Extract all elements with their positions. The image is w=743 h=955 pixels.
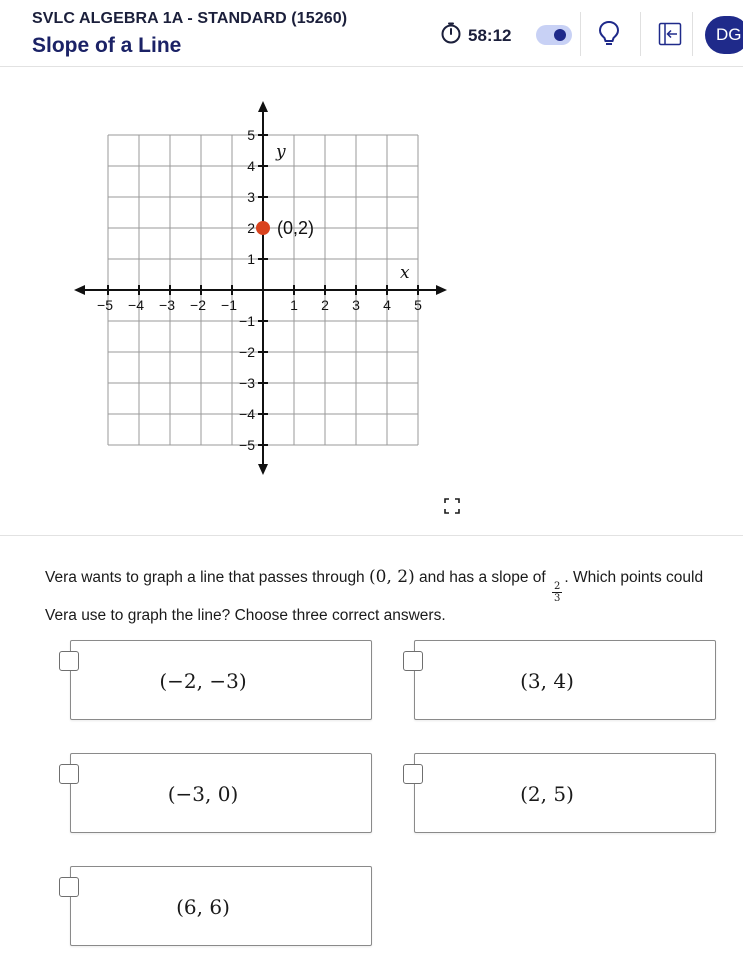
question-text-before: Vera wants to graph a line that passes through (45, 569, 369, 586)
divider (692, 12, 693, 56)
plotted-point (256, 221, 270, 235)
divider (580, 12, 581, 56)
timer[interactable] (440, 22, 511, 49)
x-tick-label: −3 (159, 297, 175, 313)
exit-icon (658, 33, 682, 50)
y-tick-label: 3 (247, 189, 255, 205)
x-tick-label: 4 (383, 297, 391, 313)
question-point: (0, 2) (369, 567, 415, 587)
slope-fraction (552, 581, 562, 604)
slope-denominator: 3 (554, 593, 561, 604)
y-tick-label: −4 (239, 406, 255, 422)
answer-choice[interactable] (414, 640, 716, 720)
choice-label: (2, 5) (520, 782, 574, 806)
choice-label: (6, 6) (176, 895, 230, 919)
choice-label: (3, 4) (520, 669, 574, 693)
graph-svg (70, 95, 460, 490)
point-label: (0,2) (277, 218, 315, 238)
question-text-after: . Which points could Vera use to graph the line? Choose three correct answers. (45, 569, 704, 624)
checkbox[interactable] (59, 651, 79, 671)
answer-choice[interactable] (70, 640, 372, 720)
choice-label: (−3, 0) (167, 782, 239, 806)
x-tick-label: −5 (97, 297, 113, 313)
y-tick-label: −1 (239, 313, 255, 329)
y-axis-arrow-up (258, 101, 268, 112)
coordinate-graph (70, 95, 460, 495)
top-bar (0, 0, 743, 67)
timer-toggle[interactable] (536, 25, 572, 45)
avatar[interactable]: DG (705, 16, 743, 54)
x-tick-label: −2 (190, 297, 206, 313)
checkbox[interactable] (403, 651, 423, 671)
x-tick-label: 3 (352, 297, 360, 313)
y-tick-label: −5 (239, 437, 255, 453)
checkbox[interactable] (403, 764, 423, 784)
toggle-knob (554, 29, 566, 41)
divider (640, 12, 641, 56)
answer-choice[interactable] (70, 866, 372, 946)
lesson-title: Slope of a Line (32, 34, 182, 57)
y-tick-label: −2 (239, 344, 255, 360)
stopwatch-icon (440, 22, 462, 49)
answer-choice[interactable] (70, 753, 372, 833)
y-axis-label: y (276, 142, 286, 162)
y-tick-label: 1 (247, 251, 255, 267)
choice-label: (−2, −3) (159, 669, 247, 693)
y-tick-label: 5 (247, 127, 255, 143)
question-prompt (45, 565, 715, 628)
fullscreen-icon (444, 501, 460, 518)
y-tick-label: −3 (239, 375, 255, 391)
hint-button[interactable] (598, 20, 620, 53)
y-tick-label: 2 (247, 220, 255, 236)
lightbulb-icon (598, 35, 620, 52)
x-tick-label: 2 (321, 297, 329, 313)
checkbox[interactable] (59, 764, 79, 784)
answer-choice[interactable] (414, 753, 716, 833)
x-tick-label: 5 (414, 297, 422, 313)
timer-value: 58:12 (468, 25, 512, 45)
x-tick-label: 1 (290, 297, 298, 313)
x-axis-arrow-right (436, 285, 447, 295)
x-tick-label: −1 (221, 297, 237, 313)
expand-graph-button[interactable] (444, 498, 460, 519)
checkbox[interactable] (59, 877, 79, 897)
exit-button[interactable] (658, 22, 682, 51)
slope-numerator: 2 (554, 581, 561, 592)
y-tick-label: 4 (247, 158, 255, 174)
x-tick-label: −4 (128, 297, 144, 313)
x-axis-arrow-left (74, 285, 85, 295)
question-text-middle: and has a slope of (414, 569, 551, 586)
x-axis-label: x (400, 263, 410, 283)
y-axis-arrow-down (258, 464, 268, 475)
section-divider (0, 535, 743, 536)
course-title: SVLC ALGEBRA 1A - STANDARD (15260) (32, 10, 348, 27)
